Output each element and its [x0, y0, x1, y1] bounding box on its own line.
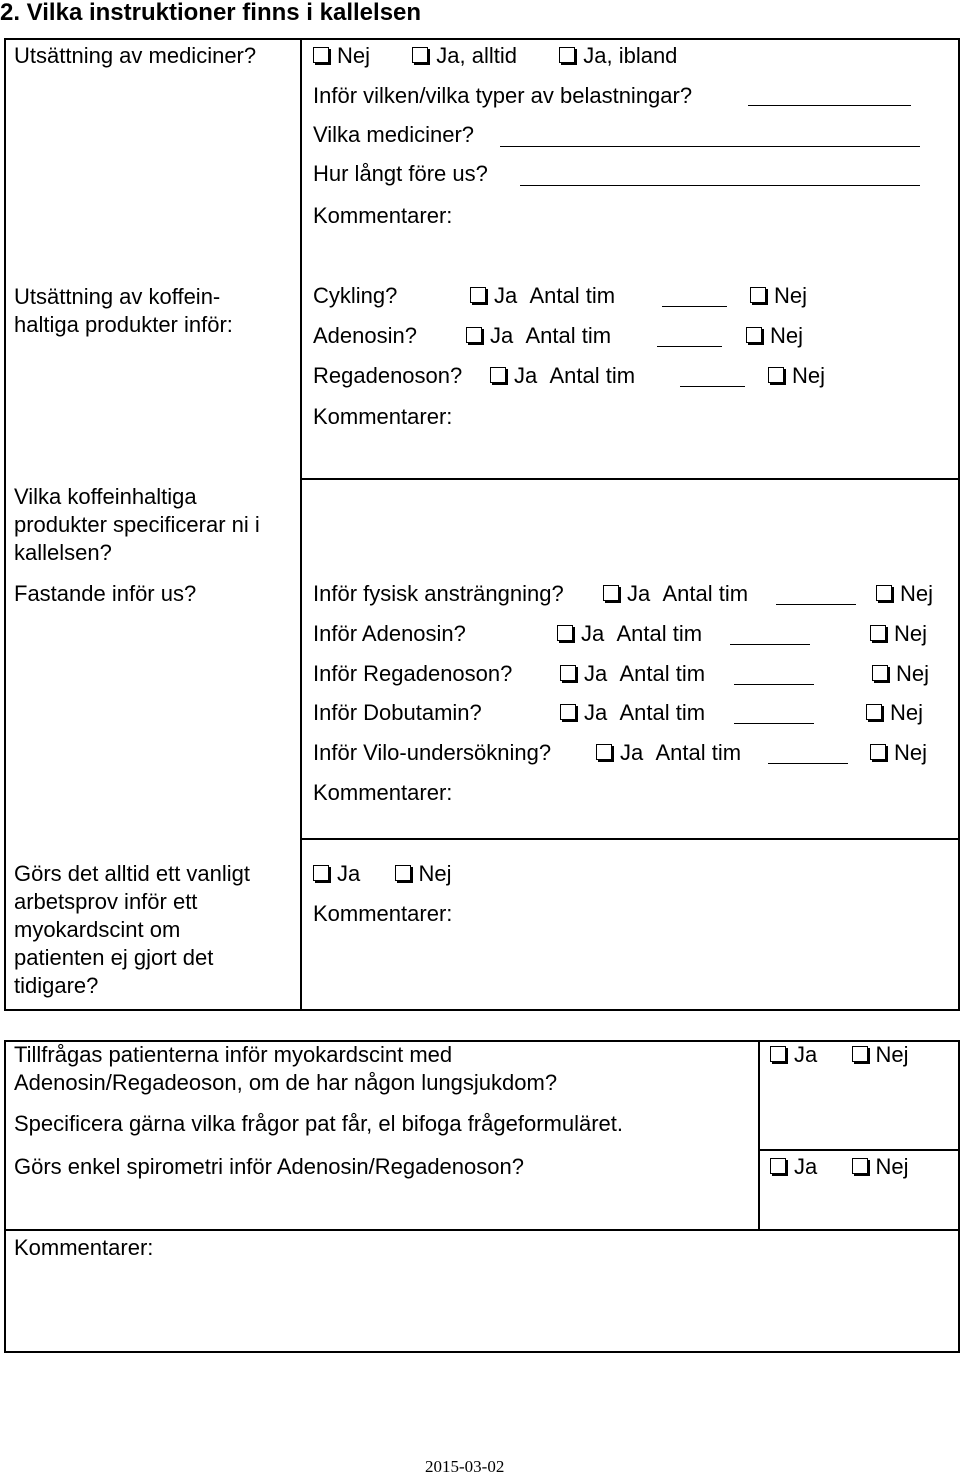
exercise-test-comments-label: Kommentarer: [313, 901, 453, 926]
ja-checkbox[interactable] [313, 865, 329, 881]
exercise-test-options [313, 861, 452, 887]
lung-q1-options [770, 1042, 909, 1068]
ja-checkbox[interactable] [603, 585, 619, 601]
antal-tim-answer-line[interactable] [776, 604, 856, 605]
caffeine-products-label [14, 483, 260, 567]
nej-option-label: Nej [337, 43, 371, 68]
nej-option-label: Nej [894, 621, 928, 646]
table-column-divider [300, 38, 302, 1011]
antal-tim-answer-line[interactable] [734, 684, 814, 685]
ja-checkbox[interactable] [596, 744, 612, 760]
how-long-answer-line[interactable] [520, 185, 920, 186]
fasting-row-regadenoson: Inför Regadenoson? [313, 661, 513, 686]
antal-tim-answer-line[interactable] [657, 346, 722, 347]
nej-checkbox[interactable] [870, 625, 886, 641]
caffeine-label-line: haltiga produkter inför: [14, 312, 233, 337]
row-divider [300, 478, 960, 480]
nej-checkbox[interactable] [313, 47, 329, 63]
lung-table-cell-divider [758, 1149, 960, 1151]
section-title: 2. Vilka instruktioner finns i kallelsen [0, 0, 422, 26]
lung-table-left-border [4, 1040, 6, 1353]
lung-comments-label: Kommentarer: [14, 1235, 154, 1260]
fasting-exercise-nej [876, 581, 933, 607]
nej-checkbox[interactable] [852, 1046, 868, 1062]
how-long-question: Hur långt före us? [313, 161, 488, 186]
nej-checkbox[interactable] [876, 585, 892, 601]
fasting-row-adenosine: Inför Adenosin? [313, 621, 466, 646]
caffeine-products-line: produkter specificerar ni i [14, 512, 260, 537]
nej-checkbox[interactable] [852, 1158, 868, 1174]
ja-option-label: Ja [584, 661, 608, 686]
caffeine-row-cycling: Cykling? [313, 283, 398, 308]
caffeine-adenosine-nej [746, 323, 803, 349]
antal-tim-label: Antal tim [619, 700, 706, 725]
ja-option-label: Ja [514, 363, 538, 388]
antal-tim-label: Antal tim [619, 661, 706, 686]
caffeine-regadenoson-ja [490, 363, 635, 389]
antal-tim-answer-line[interactable] [734, 723, 814, 724]
lung-question-1-line: Adenosin/Regadeoson, om de har någon lungsjukdom? [14, 1070, 558, 1095]
ja-option-label: Ja [581, 621, 605, 646]
antal-tim-label: Antal tim [616, 621, 703, 646]
which-medicines-question: Vilka mediciner? [313, 122, 475, 147]
exercise-test-line: myokardscint om [14, 917, 181, 942]
nej-checkbox[interactable] [395, 865, 411, 881]
ja-alltid-checkbox[interactable] [412, 47, 428, 63]
caffeine-regadenoson-nej [768, 363, 825, 389]
ja-checkbox[interactable] [560, 665, 576, 681]
nej-option-label: Nej [774, 283, 808, 308]
nej-option-label: Nej [896, 661, 930, 686]
medicines-comments-label: Kommentarer: [313, 203, 453, 228]
fasting-comments-label: Kommentarer: [313, 780, 453, 805]
fasting-label: Fastande inför us? [14, 581, 197, 606]
nej-option-label: Nej [875, 1154, 909, 1179]
ja-checkbox[interactable] [557, 625, 573, 641]
ja-option-label: Ja [337, 861, 361, 886]
nej-option-label: Nej [770, 323, 804, 348]
ja-alltid-option-label: Ja, alltid [436, 43, 517, 68]
fasting-row-exercise: Inför fysisk ansträngning? [313, 581, 564, 606]
medicines-options [313, 43, 677, 69]
fasting-rest-nej [870, 740, 927, 766]
caffeine-row-regadenoson: Regadenoson? [313, 363, 463, 388]
nej-option-label: Nej [894, 740, 928, 765]
table-left-border [4, 38, 6, 1011]
ja-checkbox[interactable] [466, 327, 482, 343]
fasting-exercise-ja [603, 581, 748, 607]
fasting-dobutamine-ja [560, 700, 705, 726]
ja-checkbox[interactable] [470, 287, 486, 303]
ja-ibland-checkbox[interactable] [559, 47, 575, 63]
fasting-row-dobutamine: Inför Dobutamin? [313, 700, 482, 725]
load-types-answer-line[interactable] [748, 105, 911, 106]
fasting-dobutamine-nej [866, 700, 923, 726]
ja-option-label: Ja [620, 740, 644, 765]
which-medicines-answer-line[interactable] [500, 146, 920, 147]
fasting-adenosine-ja [557, 621, 702, 647]
table-top-border [4, 38, 960, 40]
table-bottom-border [4, 1009, 960, 1011]
nej-option-label: Nej [900, 581, 934, 606]
nej-option-label: Nej [792, 363, 826, 388]
ja-checkbox[interactable] [490, 367, 506, 383]
lung-question-3: Görs enkel spirometri inför Adenosin/Regadenoson? [14, 1154, 524, 1179]
antal-tim-answer-line[interactable] [680, 386, 745, 387]
exercise-test-line: arbetsprov inför ett [14, 889, 198, 914]
ja-ibland-option-label: Ja, ibland [583, 43, 678, 68]
caffeine-row-adenosine: Adenosin? [313, 323, 417, 348]
row-divider [300, 838, 960, 840]
ja-option-label: Ja [794, 1042, 818, 1067]
ja-checkbox[interactable] [560, 704, 576, 720]
fasting-adenosine-nej [870, 621, 927, 647]
fasting-row-rest: Inför Vilo-undersökning? [313, 740, 552, 765]
lung-question-1-line: Tillfrågas patienterna inför myokardscint med [14, 1042, 453, 1067]
nej-option-label: Nej [890, 700, 924, 725]
lung-q3-options [770, 1154, 909, 1180]
antal-tim-label: Antal tim [655, 740, 742, 765]
caffeine-label [14, 283, 233, 339]
nej-checkbox[interactable] [746, 327, 762, 343]
nej-checkbox[interactable] [768, 367, 784, 383]
caffeine-label-line: Utsättning av koffein- [14, 284, 221, 309]
nej-option-label: Nej [418, 861, 452, 886]
exercise-test-line: Görs det alltid ett vanligt [14, 861, 251, 886]
nej-checkbox[interactable] [872, 665, 888, 681]
exercise-test-label [14, 860, 250, 1000]
caffeine-products-line: kallelsen? [14, 540, 112, 565]
nej-option-label: Nej [875, 1042, 909, 1067]
fasting-regadenoson-ja [560, 661, 705, 687]
caffeine-cycling-nej [750, 283, 807, 309]
caffeine-cycling-ja [470, 283, 615, 309]
antal-tim-label: Antal tim [549, 363, 636, 388]
ja-option-label: Ja [494, 283, 518, 308]
lung-table-column-divider [758, 1040, 760, 1231]
lung-table-bottom-border [4, 1351, 960, 1353]
fasting-rest-ja [596, 740, 741, 766]
antal-tim-label: Antal tim [525, 323, 612, 348]
medicines-label: Utsättning av mediciner? [14, 43, 257, 68]
lung-question-2: Specificera gärna vilka frågor pat får, el bifoga frågeformuläret. [14, 1111, 623, 1136]
load-types-question: Inför vilken/vilka typer av belastningar? [313, 83, 693, 108]
ja-checkbox[interactable] [770, 1046, 786, 1062]
ja-option-label: Ja [627, 581, 651, 606]
caffeine-products-line: Vilka koffeinhaltiga [14, 484, 197, 509]
caffeine-comments-label: Kommentarer: [313, 404, 453, 429]
antal-tim-answer-line[interactable] [768, 763, 848, 764]
exercise-test-line: patienten ej gjort det [14, 945, 214, 970]
antal-tim-answer-line[interactable] [662, 306, 727, 307]
fasting-regadenoson-nej [872, 661, 929, 687]
nej-checkbox[interactable] [750, 287, 766, 303]
antal-tim-label: Antal tim [662, 581, 749, 606]
nej-checkbox[interactable] [870, 744, 886, 760]
ja-option-label: Ja [584, 700, 608, 725]
lung-question-1 [14, 1041, 557, 1097]
exercise-test-line: tidigare? [14, 973, 99, 998]
ja-checkbox[interactable] [770, 1158, 786, 1174]
ja-option-label: Ja [490, 323, 514, 348]
antal-tim-label: Antal tim [529, 283, 616, 308]
footer-date: 2015-03-02 [425, 1457, 505, 1476]
caffeine-adenosine-ja [466, 323, 611, 349]
lung-table-row-divider [4, 1229, 960, 1231]
antal-tim-answer-line[interactable] [730, 644, 810, 645]
ja-option-label: Ja [794, 1154, 818, 1179]
nej-checkbox[interactable] [866, 704, 882, 720]
